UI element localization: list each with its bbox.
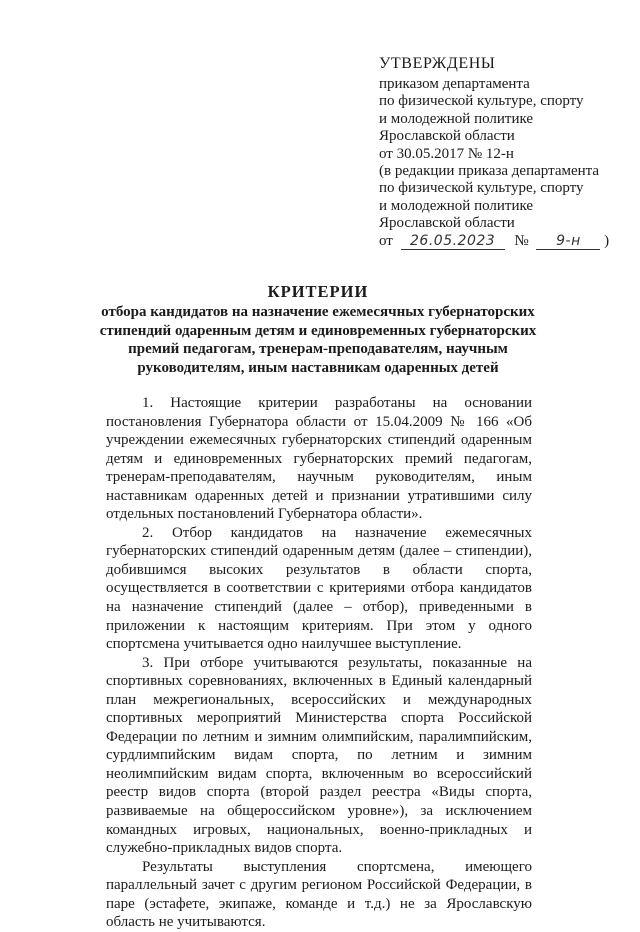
document-subtitle: отбора кандидатов на назначение ежемесячных губернаторских стипендий одаренным детям и единовременных губернаторских премий педагогам, тренерам-преподавателям, научным руководителям, иным наставникам одаренных детей — [99, 304, 537, 376]
approval-line: Ярославской области — [379, 215, 515, 232]
closing-paren: ) — [604, 232, 610, 249]
handwritten-number-field — [536, 234, 600, 250]
approval-line: по физической культуре, спорту — [379, 93, 584, 110]
number-prefix: № — [514, 232, 529, 249]
approval-title: УТВЕРЖДЕНЫ — [379, 55, 496, 72]
document-heading — [96, 282, 540, 377]
handwritten-date-field — [401, 234, 505, 250]
paragraph-2: 2. Отбор кандидатов на назначение ежемесячных губернаторских стипендий одаренным детям (далее – стипендии), добившимся высоких результатов в области спорта, осуществляется в соответствии с критериями отбора кандидатов на назначение стипендий (далее – отбор), приведенными в приложении к настоящим критериям. При этом у одного спортсмена учитывается одно наилучшее выступление. — [106, 524, 532, 653]
handwritten-date: 26.05.2023 — [410, 232, 496, 249]
approval-line: приказом департамента — [379, 76, 530, 92]
approval-line: Ярославской области — [379, 128, 515, 145]
handwritten-number: 9-н — [556, 232, 581, 249]
approval-line: и молодежной политике — [379, 197, 534, 214]
approval-line: от 30.05.2017 № 12-н — [379, 145, 514, 162]
revision-date-line — [379, 233, 629, 252]
date-prefix: от — [379, 232, 393, 249]
paragraph-3: 3. При отборе учитываются результаты, показанные на спортивных соревнованиях, включенных в Единый календарный план межрегиональных, всероссийских и международных спортивных мероприятий Министерства спорта Российской Федерации по летним и зимним олимпийским, паралимпийским, сурдлимпийским видам спорта, по летним и зимним неолимпийским видам спорта, включенным во всероссийский реестр видов спорта (второй раздел реестра «Виды спорта, развиваемые на общероссийском уровне»), за исключением командных игровых, национальных, военно-прикладных и служебно-прикладных видов спорта. — [106, 654, 532, 857]
document-title: КРИТЕРИИ — [267, 282, 369, 301]
approval-line: и молодежной политике — [379, 110, 534, 127]
approval-block — [379, 55, 629, 252]
paragraph-4: Результаты выступления спортсмена, имеющего параллельный зачет с другим регионом Российской Федерации, в паре (эстафете, экипаже, команде и т.д.) не за Ярославскую область не учитываются. — [106, 858, 532, 931]
approval-line: по физической культуре, спорту — [379, 180, 584, 197]
approval-line: (в редакции приказа департамента — [379, 163, 600, 180]
paragraph-1: 1. Настоящие критерии разработаны на основании постановления Губернатора области от 15.04.2009 № 166 «Об учреждении ежемесячных губернаторских стипендий одаренным детям и единовременных губернаторских премий педагогам, тренерам-преподавателям, научным руководителям, иным наставникам одаренных детей и признании утратившими силу отдельных постановлений Губернатора области». — [106, 395, 532, 523]
document-body — [106, 394, 532, 932]
